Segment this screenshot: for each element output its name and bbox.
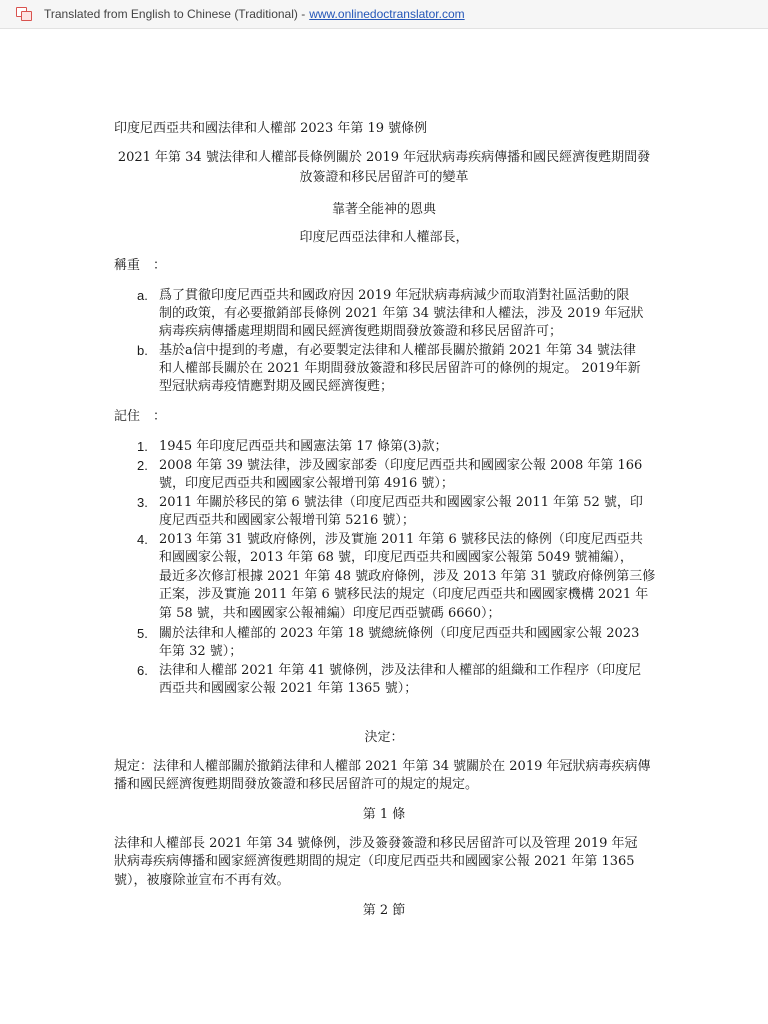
regulation-title: 印度尼西亞共和國法律和人權部 2023 年第 19 號條例 bbox=[114, 121, 428, 136]
considering-label: 稱重 ： bbox=[114, 258, 167, 273]
decide-heading: 決定： bbox=[364, 730, 404, 745]
translator-logo-icon bbox=[16, 7, 32, 21]
list-marker: 1. bbox=[137, 439, 148, 454]
list-item-line: 爲了貫徹印度尼西亞共和國政府因 2019 年冠狀病毒病減少而取消對社區活動的限 bbox=[159, 288, 630, 303]
article-1-line: 號），被廢除並宣布不再有效。 bbox=[114, 873, 290, 888]
list-item-line: 法律和人權部 2021 年第 41 號條例，涉及法律和人權部的組織和工作程序（印度尼 bbox=[159, 663, 642, 678]
list-item-line: 號，印度尼西亞共和國國家公報增刊第 4916 號）； bbox=[159, 476, 454, 491]
list-item-line: 第 58 號，共和國國家公報補編）印度尼西亞號碼 6660）； bbox=[159, 606, 501, 621]
list-marker: 6. bbox=[137, 663, 148, 678]
list-item-line: 1945 年印度尼西亞共和國憲法第 17 條第(3)款； bbox=[159, 439, 448, 454]
list-item-line: 度尼西亞共和國國家公報增刊第 5216 號）； bbox=[159, 513, 415, 528]
list-item-line: 年第 32 號）； bbox=[159, 644, 243, 659]
list-marker: 4. bbox=[137, 532, 148, 547]
remember-label: 記住 ： bbox=[114, 409, 167, 424]
list-item-line: 和國國家公報，2013 年第 68 號，印度尼西亞共和國國家公報第 5049 號補編）， bbox=[159, 550, 633, 565]
list-marker: b. bbox=[137, 343, 148, 358]
stipulate-line-1: 規定：法律和人權部關於撤銷法律和人權部 2021 年第 34 號關於在 2019 年冠狀病毒疾病傳 bbox=[114, 759, 651, 774]
list-item-line: 西亞共和國國家公報 2021 年第 1365 號）； bbox=[159, 681, 418, 696]
article-1-heading: 第 1 條 bbox=[362, 807, 406, 822]
regulation-subtitle-line-1: 2021 年第 34 號法律和人權部長條例關於 2019 年冠狀病毒疾病傳播和國民經濟復甦期間發 bbox=[117, 150, 651, 165]
grace-line: 靠著全能神的恩典 bbox=[331, 202, 436, 217]
list-item-line: 型冠狀病毒疫情應對期及國民經濟復甦； bbox=[159, 379, 394, 394]
list-marker: 3. bbox=[137, 495, 148, 510]
list-item-line: 病毒疾病傳播處理期間和國民經濟復甦期間發放簽證和移民居留許可； bbox=[159, 324, 563, 339]
list-item-line: 基於a信中提到的考慮，有必要製定法律和人權部長關於撤銷 2021 年第 34 號法律 bbox=[159, 343, 636, 358]
list-item-line: 和人權部長關於在 2021 年期間發放簽證和移民居留許可的條例的規定。 2019年新 bbox=[159, 361, 641, 376]
list-marker: 5. bbox=[137, 626, 148, 641]
list-marker: a. bbox=[137, 288, 148, 303]
list-item-line: 2011 年關於移民的第 6 號法律（印度尼西亞共和國國家公報 2011 年第 52 號，印 bbox=[159, 495, 643, 510]
list-item-line: 2008 年第 39 號法律，涉及國家部委（印度尼西亞共和國國家公報 2008 年第 166 bbox=[159, 458, 643, 473]
stipulate-line-2: 播和國民經濟復甦期間發放簽證和移民居留許可的規定的規定。 bbox=[114, 777, 479, 792]
translation-banner bbox=[0, 0, 768, 29]
list-item-line: 正案，涉及實施 2011 年第 6 號移民法的規定（印度尼西亞共和國國家機構 2021 年 bbox=[159, 587, 649, 602]
regulation-subtitle-line-2: 放簽證和移民居留許可的變革 bbox=[299, 170, 469, 185]
list-item-line: 2013 年第 31 號政府條例，涉及實施 2011 年第 6 號移民法的條例（印度尼西亞共 bbox=[159, 532, 643, 547]
translator-link[interactable]: www.onlinedoctranslator.com bbox=[309, 7, 465, 21]
list-item-line: 制的政策，有必要撤銷部長條例 2021 年第 34 號法律和人權法，涉及 2019 年冠狀 bbox=[159, 306, 644, 321]
article-1-line: 狀病毒疾病傳播和國家經濟復甦期間的規定（印度尼西亞共和國國家公報 2021 年第 1365 bbox=[114, 854, 635, 869]
list-item-line: 最近多次修訂根據 2021 年第 48 號政府條例，涉及 2013 年第 31 號政府條例第三修 bbox=[159, 569, 656, 584]
banner-text: Translated from English to Chinese (Traditional) - bbox=[44, 7, 306, 21]
article-1-line: 法律和人權部長 2021 年第 34 號條例，涉及簽發簽證和移民居留許可以及管理 2019 年冠 bbox=[114, 836, 638, 851]
minister-line: 印度尼西亞法律和人權部長， bbox=[299, 230, 469, 245]
section-2-heading: 第 2 節 bbox=[362, 903, 406, 918]
list-marker: 2. bbox=[137, 458, 148, 473]
list-item-line: 關於法律和人權部的 2023 年第 18 號總統條例（印度尼西亞共和國國家公報 2023 bbox=[159, 626, 640, 641]
